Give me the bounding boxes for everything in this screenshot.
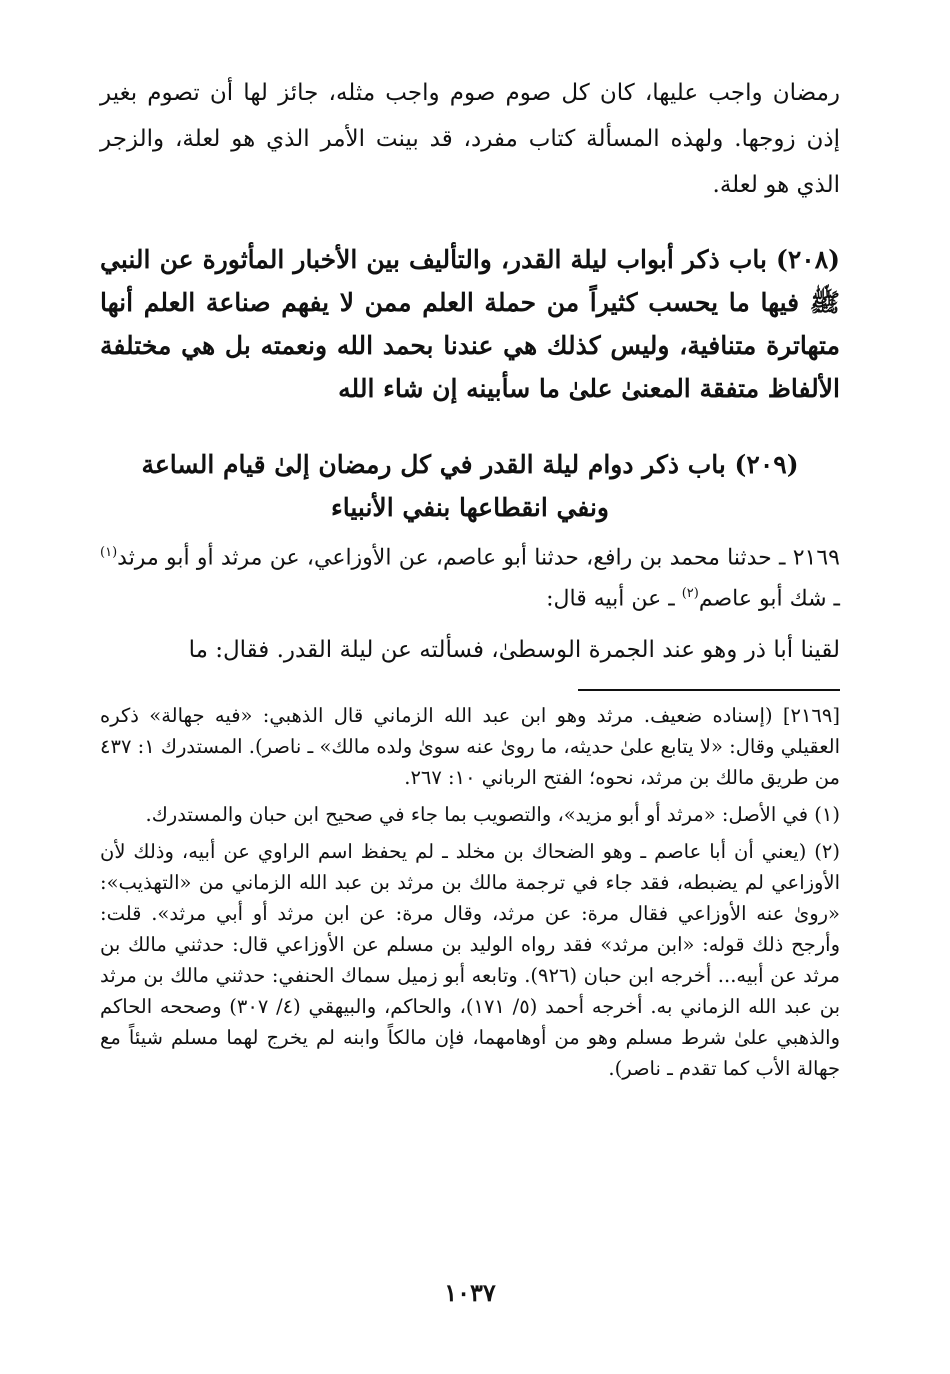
hadith-isnad bbox=[100, 535, 840, 618]
chapter-209-line-1: (٢٠٩) باب ذكر دوام ليلة القدر في كل رمضان إلىٰ قيام الساعة bbox=[141, 450, 799, 479]
footnote-ref-2: (٢) bbox=[681, 586, 699, 602]
hadith-2169 bbox=[100, 535, 840, 670]
intro-text bbox=[100, 70, 840, 208]
intro-paragraph: رمضان واجب عليها، كان كل صوم صوم واجب مثله، جائز لها أن تصوم بغير إذن زوجها. ولهذه المسألة كتاب مفرد، قد بينت الأمر الذي هو لعلة، والزجر الذي هو لعلة. bbox=[100, 80, 840, 198]
chapter-209-heading bbox=[100, 443, 840, 529]
book-page bbox=[100, 0, 840, 1374]
page-number: ١٠٣٧ bbox=[444, 1278, 496, 1307]
hadith-text: لقينا أبا ذر وهو عند الجمرة الوسطىٰ، فسألته عن ليلة القدر. فقال: ما bbox=[188, 636, 840, 663]
isnad-part-2: ـ شك أبو عاصم bbox=[698, 586, 840, 612]
isnad-part-3: ـ عن أبيه قال: bbox=[546, 586, 682, 612]
chapter-208-heading bbox=[100, 238, 840, 410]
footnote-2: (٢) (يعني أن أبا عاصم ـ وهو الضحاك بن مخلد ـ لم يحفظ اسم الراوي عن أبيه، وذلك لأن الأوزاعي لم يضبطه، فقد جاء في ترجمة مالك بن مرثد بن عبد الله الزماني من «التهذيب»: «رویٰ عنه الأوزاعي فقال مرة: عن مرثد، وقال مرة: عن ابن مرثد أو أبي مرثد». قلت: وأرجح ذلك قوله: «ابن مرثد» فقد رواه الوليد بن مسلم عن الأوزاعي قال: حدثني مالك بن مرثد عن أبيه... أخرجه ابن حبان (٩٢٦). وتابعه أبو زميل سماك الحنفي: حدثني مالك بن مرثد بن عبد الله الزماني به. أخرجه أحمد (٥/ ١٧١)، والحاكم، والبيهقي (٤/ ٣٠٧) وصححه الحاكم والذهبي علىٰ شرط مسلم وهو من أوهامهما، فإن مالكاً وابنه لم يخرج لهما مسلم شيئاً مع جهالة الأب كما تقدم ـ ناصر). bbox=[100, 840, 840, 1080]
chapter-209-line-2: ونفي انقطاعها بنفي الأنبياء bbox=[331, 493, 609, 522]
footnotes bbox=[100, 700, 840, 1090]
footnote-1: (١) في الأصل: «مرثد أو أبو مزيد»، والتصويب بما جاء في صحيح ابن حبان والمستدرك. bbox=[145, 803, 840, 826]
isnad-part-1: ٢١٦٩ ـ حدثنا محمد بن رافع، حدثنا أبو عاصم، عن الأوزاعي، عن مرثد أو أبو مرثد bbox=[117, 545, 840, 571]
footnote-separator bbox=[578, 689, 840, 691]
footnote-takhrij: [٢١٦٩] (إسناده ضعيف. مرثد وهو ابن عبد الله الزماني قال الذهبي: «فيه جهالة» ذكره العقيلي وقال: «لا يتابع علىٰ حديثه، ما رویٰ عنه سوىٰ ولده مالك» ـ ناصر). المستدرك ١: ٤٣٧ من طريق مالك بن مرثد، نحوه؛ الفتح الرباني ١٠: ٢٦٧. bbox=[100, 704, 840, 789]
chapter-208-text: (٢٠٨) باب ذكر أبواب ليلة القدر، والتأليف بين الأخبار المأثورة عن النبي ﷺ فيها ما يحسب كثيراً من حملة العلم ممن لا يفهم صناعة العلم أنها متهاترة متنافية، وليس كذلك هي عندنا بحمد الله ونعمته بل هي مختلفة الألفاظ متفقة المعنىٰ علىٰ ما سأبينه إن شاء الله bbox=[100, 245, 840, 403]
footnote-ref-1: (١) bbox=[100, 545, 118, 560]
